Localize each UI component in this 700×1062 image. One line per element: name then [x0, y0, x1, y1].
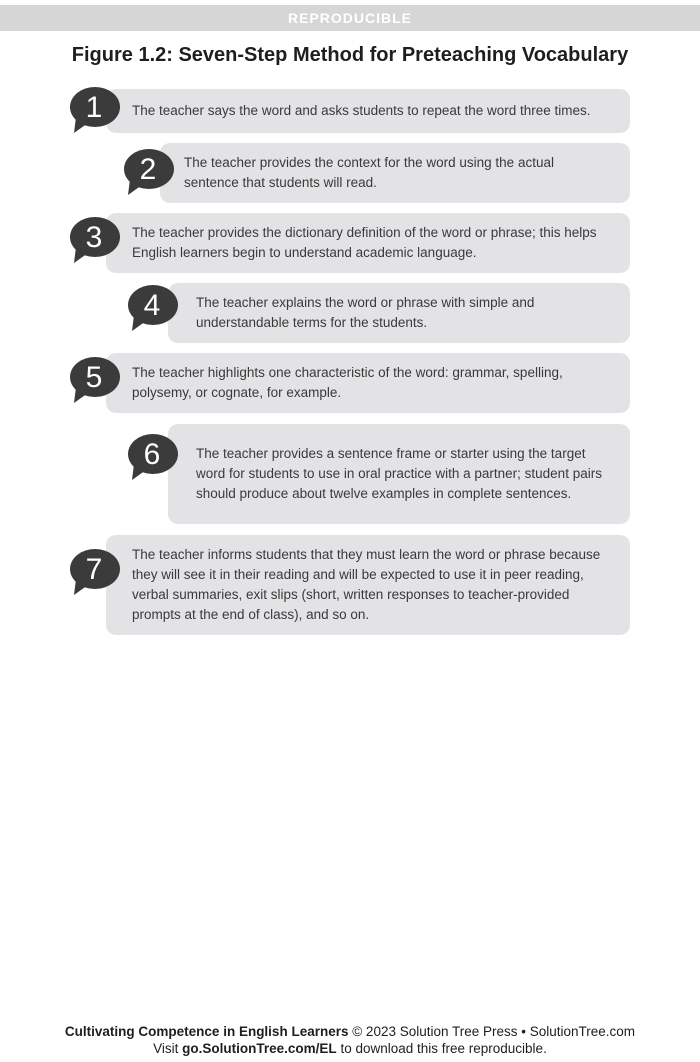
step-6: [126, 424, 630, 524]
footer-line-1: [0, 1023, 700, 1040]
step-3-number: 3: [85, 221, 103, 254]
step-5-text: The teacher highlights one characteristic of the word: grammar, spelling, polysemy, or cognate, for example.: [132, 365, 563, 400]
step-5-box: [106, 353, 630, 413]
step-7-number: 7: [85, 553, 103, 586]
step-6-box: [168, 424, 630, 524]
footer-visit-suffix: to download this free reproducible.: [336, 1041, 547, 1056]
step-7-box: [106, 535, 630, 635]
step-2-text: The teacher provides the context for the word using the actual sentence that students will read.: [184, 155, 554, 190]
step-7: [68, 535, 630, 635]
page-footer: [0, 1023, 700, 1057]
step-2-number-bubble: [122, 149, 174, 197]
step-1: [68, 89, 630, 133]
step-6-text: The teacher provides a sentence frame or starter using the target word for students to use in oral practice with a partner; student pairs should produce about twelve examples in complete sentences.: [196, 446, 602, 501]
step-6-number-bubble: [126, 434, 178, 482]
step-3-box: [106, 213, 630, 273]
step-1-number: 1: [85, 91, 103, 124]
step-6-number: 6: [143, 438, 161, 471]
step-1-number-bubble: [68, 87, 120, 135]
step-5-number: 5: [85, 361, 103, 394]
banner-label: REPRODUCIBLE: [287, 10, 412, 26]
step-5-number-bubble: [68, 357, 120, 405]
reproducible-banner: [0, 5, 700, 31]
step-4: [126, 283, 630, 343]
step-5: [68, 353, 630, 413]
step-3-text: The teacher provides the dictionary definition of the word or phrase; this helps English learners begin to understand academic language.: [132, 225, 597, 260]
step-3: [68, 213, 630, 273]
step-4-box: [168, 283, 630, 343]
step-7-text: The teacher informs students that they must learn the word or phrase because they will see it in their reading and will be expected to use it in peer reading, verbal summaries, exit slips (short, written responses to teacher-provided prompts at the end of class), and so on.: [132, 547, 601, 622]
book-title: Cultivating Competence in English Learners: [64, 1024, 349, 1039]
step-7-number-bubble: [68, 549, 120, 597]
footer-copyright: © 2023 Solution Tree Press • SolutionTree.com: [348, 1024, 636, 1039]
step-4-number: 4: [143, 289, 161, 322]
step-1-box: [106, 89, 630, 133]
step-4-text: The teacher explains the word or phrase with simple and understandable terms for the students.: [196, 295, 535, 330]
step-2-box: [160, 143, 630, 203]
step-1-text: The teacher says the word and asks students to repeat the word three times.: [132, 103, 591, 118]
step-2-number: 2: [139, 153, 157, 186]
footer-line-2: [0, 1040, 700, 1057]
step-2: [122, 143, 630, 203]
figure-title: Figure 1.2: Seven-Step Method for Preteaching Vocabulary: [71, 44, 629, 66]
step-4-number-bubble: [126, 285, 178, 333]
step-3-number-bubble: [68, 217, 120, 265]
footer-visit-prefix: Visit: [153, 1041, 183, 1056]
footer-url-link[interactable]: go.SolutionTree.com/EL: [182, 1041, 337, 1056]
